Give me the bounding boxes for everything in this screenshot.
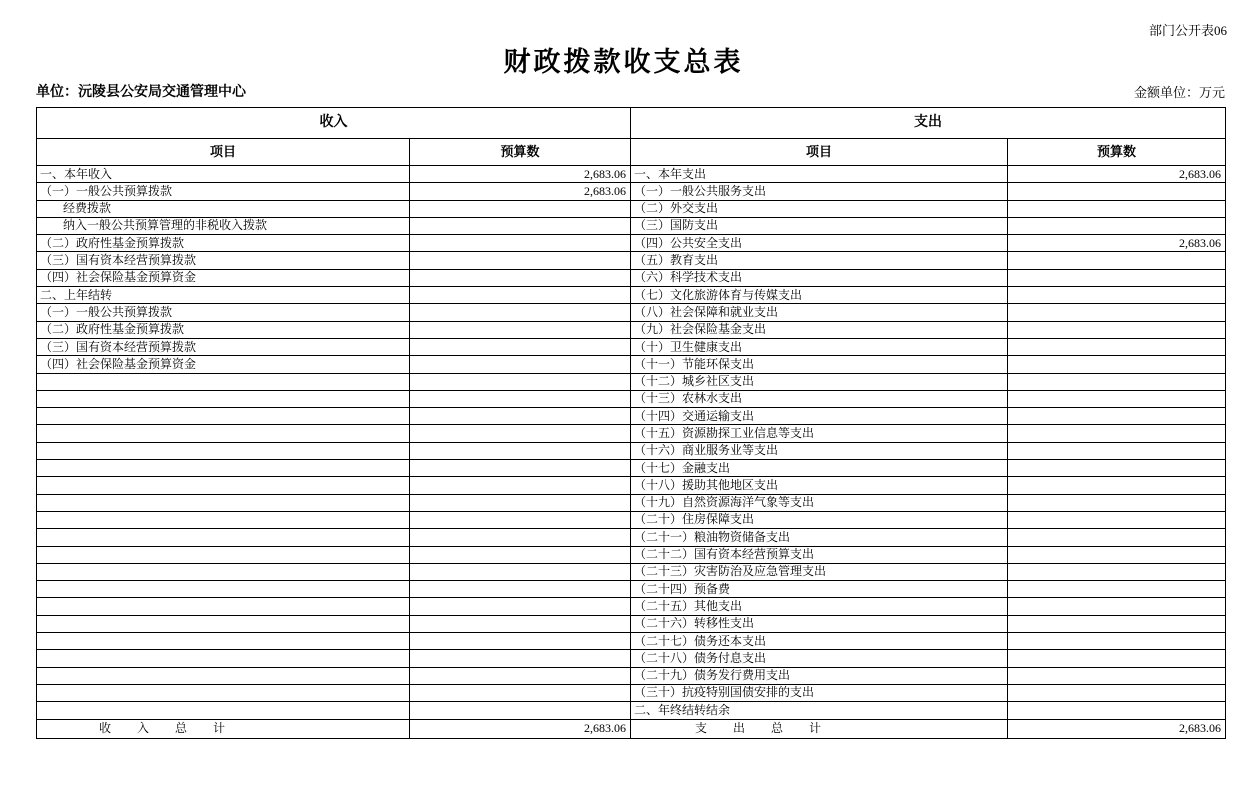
expense-item-label: （十二）城乡社区支出	[631, 373, 1008, 390]
income-item-label	[37, 442, 410, 459]
income-item-label: 纳入一般公共预算管理的非税收入拨款	[37, 217, 410, 234]
table-row	[37, 425, 1226, 442]
income-item-value	[410, 581, 631, 598]
expense-item-value	[1008, 269, 1226, 286]
expense-item-label: （二十二）国有资本经营预算支出	[631, 546, 1008, 563]
income-item-label: 经费拨款	[37, 200, 410, 217]
income-item-value	[410, 598, 631, 615]
expense-item-value	[1008, 425, 1226, 442]
expense-item-label: （十五）资源勘探工业信息等支出	[631, 425, 1008, 442]
income-item-label	[37, 581, 410, 598]
income-item-label: （三）国有资本经营预算拨款	[37, 252, 410, 269]
income-item-label: （一）一般公共预算拨款	[37, 183, 410, 200]
table-row	[37, 598, 1226, 615]
income-item-column-header: 项目	[37, 139, 410, 166]
income-item-value	[410, 321, 631, 338]
income-item-value	[410, 702, 631, 719]
income-item-label	[37, 563, 410, 580]
expense-item-value	[1008, 684, 1226, 701]
income-item-value	[410, 373, 631, 390]
expense-total-label: 支出总计	[631, 719, 1008, 738]
table-row	[37, 460, 1226, 477]
expense-item-value	[1008, 356, 1226, 373]
table-row	[37, 529, 1226, 546]
table-row	[37, 477, 1226, 494]
section-header-row	[37, 108, 1226, 139]
table-row	[37, 581, 1226, 598]
table-row	[37, 200, 1226, 217]
expense-item-label: （二十四）预备费	[631, 581, 1008, 598]
table-row	[37, 338, 1226, 355]
expense-item-value	[1008, 667, 1226, 684]
income-item-value	[410, 563, 631, 580]
income-item-label: 一、本年收入	[37, 166, 410, 183]
expense-item-label: （七）文化旅游体育与传媒支出	[631, 287, 1008, 304]
income-item-value	[410, 667, 631, 684]
income-item-value	[410, 338, 631, 355]
income-item-label	[37, 425, 410, 442]
income-item-label	[37, 408, 410, 425]
unit-label: 单位：沅陵县公安局交通管理中心	[36, 85, 246, 100]
income-total-value: 2,683.06	[410, 719, 631, 738]
table-row	[37, 667, 1226, 684]
table-row	[37, 166, 1226, 183]
table-row	[37, 269, 1226, 286]
income-item-label	[37, 702, 410, 719]
expense-item-label: （三十）抗疫特别国债安排的支出	[631, 684, 1008, 701]
expense-item-value	[1008, 563, 1226, 580]
income-item-value	[410, 356, 631, 373]
expense-section-header: 支出	[631, 108, 1226, 139]
income-item-value	[410, 529, 631, 546]
income-item-value	[410, 269, 631, 286]
income-item-value	[410, 494, 631, 511]
table-row	[37, 304, 1226, 321]
table-row	[37, 252, 1226, 269]
table-row	[37, 615, 1226, 632]
budget-table	[36, 107, 1226, 739]
expense-item-value	[1008, 529, 1226, 546]
income-item-label: 二、上年结转	[37, 287, 410, 304]
expense-item-value	[1008, 304, 1226, 321]
income-item-label	[37, 460, 410, 477]
income-item-label	[37, 477, 410, 494]
table-row	[37, 442, 1226, 459]
income-item-value	[410, 217, 631, 234]
income-item-label	[37, 650, 410, 667]
expense-item-label: （十七）金融支出	[631, 460, 1008, 477]
income-item-value	[410, 546, 631, 563]
income-item-value	[410, 615, 631, 632]
expense-item-column-header: 项目	[631, 139, 1008, 166]
expense-item-label: （二十八）债务付息支出	[631, 650, 1008, 667]
income-item-value	[410, 633, 631, 650]
expense-item-label: （二十七）债务还本支出	[631, 633, 1008, 650]
expense-item-label: （十三）农林水支出	[631, 390, 1008, 407]
table-row	[37, 633, 1226, 650]
income-item-value	[410, 460, 631, 477]
income-item-label: （一）一般公共预算拨款	[37, 304, 410, 321]
expense-item-label: （二十）住房保障支出	[631, 511, 1008, 528]
expense-item-value	[1008, 702, 1226, 719]
income-item-value: 2,683.06	[410, 183, 631, 200]
expense-item-label: （一）一般公共服务支出	[631, 183, 1008, 200]
expense-item-label: 二、年终结转结余	[631, 702, 1008, 719]
table-row	[37, 235, 1226, 252]
income-item-label: （四）社会保险基金预算资金	[37, 356, 410, 373]
table-row	[37, 563, 1226, 580]
income-item-value: 2,683.06	[410, 166, 631, 183]
expense-item-label: （三）国防支出	[631, 217, 1008, 234]
expense-item-label: （二十九）债务发行费用支出	[631, 667, 1008, 684]
expense-item-value	[1008, 183, 1226, 200]
expense-item-label: （二十一）粮油物资储备支出	[631, 529, 1008, 546]
doc-reference: 部门公开表06	[1148, 23, 1227, 38]
table-row	[37, 511, 1226, 528]
income-item-label	[37, 494, 410, 511]
expense-item-label: （十八）援助其他地区支出	[631, 477, 1008, 494]
table-row	[37, 650, 1226, 667]
expense-item-value	[1008, 200, 1226, 217]
income-item-label: （二）政府性基金预算拨款	[37, 235, 410, 252]
expense-budget-column-header: 预算数	[1008, 139, 1226, 166]
table-row	[37, 373, 1226, 390]
expense-item-label: 一、本年支出	[631, 166, 1008, 183]
table-row	[37, 494, 1226, 511]
table-row	[37, 702, 1226, 719]
expense-item-value	[1008, 494, 1226, 511]
income-budget-column-header: 预算数	[410, 139, 631, 166]
income-item-value	[410, 304, 631, 321]
income-item-label	[37, 546, 410, 563]
table-row	[37, 390, 1226, 407]
table-body	[37, 166, 1226, 720]
expense-item-value	[1008, 390, 1226, 407]
expense-item-value	[1008, 477, 1226, 494]
expense-item-value	[1008, 633, 1226, 650]
expense-item-label: （二十三）灾害防治及应急管理支出	[631, 563, 1008, 580]
income-item-value	[410, 477, 631, 494]
income-item-label	[37, 390, 410, 407]
income-item-label	[37, 667, 410, 684]
income-item-value	[410, 684, 631, 701]
expense-item-value: 2,683.06	[1008, 166, 1226, 183]
income-item-value	[410, 650, 631, 667]
expense-item-value	[1008, 217, 1226, 234]
income-item-value	[410, 287, 631, 304]
expense-item-value	[1008, 546, 1226, 563]
totals-row	[37, 719, 1226, 738]
table-row	[37, 217, 1226, 234]
expense-item-label: （十）卫生健康支出	[631, 338, 1008, 355]
expense-item-label: （九）社会保险基金支出	[631, 321, 1008, 338]
expense-item-value	[1008, 321, 1226, 338]
income-item-value	[410, 390, 631, 407]
table-row	[37, 408, 1226, 425]
expense-item-label: （六）科学技术支出	[631, 269, 1008, 286]
expense-item-value	[1008, 252, 1226, 269]
expense-item-value	[1008, 408, 1226, 425]
table-row	[37, 287, 1226, 304]
expense-item-label: （八）社会保障和就业支出	[631, 304, 1008, 321]
meta-row	[36, 81, 1225, 101]
table-row	[37, 321, 1226, 338]
expense-item-value	[1008, 287, 1226, 304]
amount-unit-label: 金额单位：万元	[1133, 85, 1225, 100]
income-item-label: （二）政府性基金预算拨款	[37, 321, 410, 338]
expense-item-value	[1008, 511, 1226, 528]
income-item-label	[37, 633, 410, 650]
expense-item-label: （四）公共安全支出	[631, 235, 1008, 252]
expense-item-value	[1008, 650, 1226, 667]
income-item-value	[410, 235, 631, 252]
expense-item-value	[1008, 598, 1226, 615]
expense-total-value: 2,683.06	[1008, 719, 1226, 738]
expense-item-label: （五）教育支出	[631, 252, 1008, 269]
table-row	[37, 684, 1226, 701]
income-item-value	[410, 408, 631, 425]
expense-item-label: （二十五）其他支出	[631, 598, 1008, 615]
income-item-value	[410, 200, 631, 217]
income-section-header: 收入	[37, 108, 631, 139]
income-item-value	[410, 425, 631, 442]
income-item-label	[37, 684, 410, 701]
expense-item-value	[1008, 460, 1226, 477]
expense-item-value: 2,683.06	[1008, 235, 1226, 252]
expense-item-value	[1008, 442, 1226, 459]
expense-item-label: （十一）节能环保支出	[631, 356, 1008, 373]
expense-item-label: （二十六）转移性支出	[631, 615, 1008, 632]
expense-item-value	[1008, 338, 1226, 355]
page-title: 财政拨款收支总表	[503, 47, 744, 77]
income-item-label	[37, 598, 410, 615]
expense-item-label: （十六）商业服务业等支出	[631, 442, 1008, 459]
table-row	[37, 356, 1226, 373]
income-total-label: 收入总计	[37, 719, 410, 738]
income-item-value	[410, 252, 631, 269]
income-item-label	[37, 615, 410, 632]
income-item-value	[410, 442, 631, 459]
expense-item-value	[1008, 373, 1226, 390]
income-item-label	[37, 511, 410, 528]
expense-item-value	[1008, 615, 1226, 632]
income-item-label: （三）国有资本经营预算拨款	[37, 338, 410, 355]
expense-item-label: （十四）交通运输支出	[631, 408, 1008, 425]
expense-item-label: （十九）自然资源海洋气象等支出	[631, 494, 1008, 511]
income-item-label	[37, 529, 410, 546]
column-header-row	[37, 139, 1226, 166]
expense-item-label: （二）外交支出	[631, 200, 1008, 217]
income-item-label: （四）社会保险基金预算资金	[37, 269, 410, 286]
income-item-value	[410, 511, 631, 528]
table-row	[37, 546, 1226, 563]
expense-item-value	[1008, 581, 1226, 598]
table-row	[37, 183, 1226, 200]
income-item-label	[37, 373, 410, 390]
